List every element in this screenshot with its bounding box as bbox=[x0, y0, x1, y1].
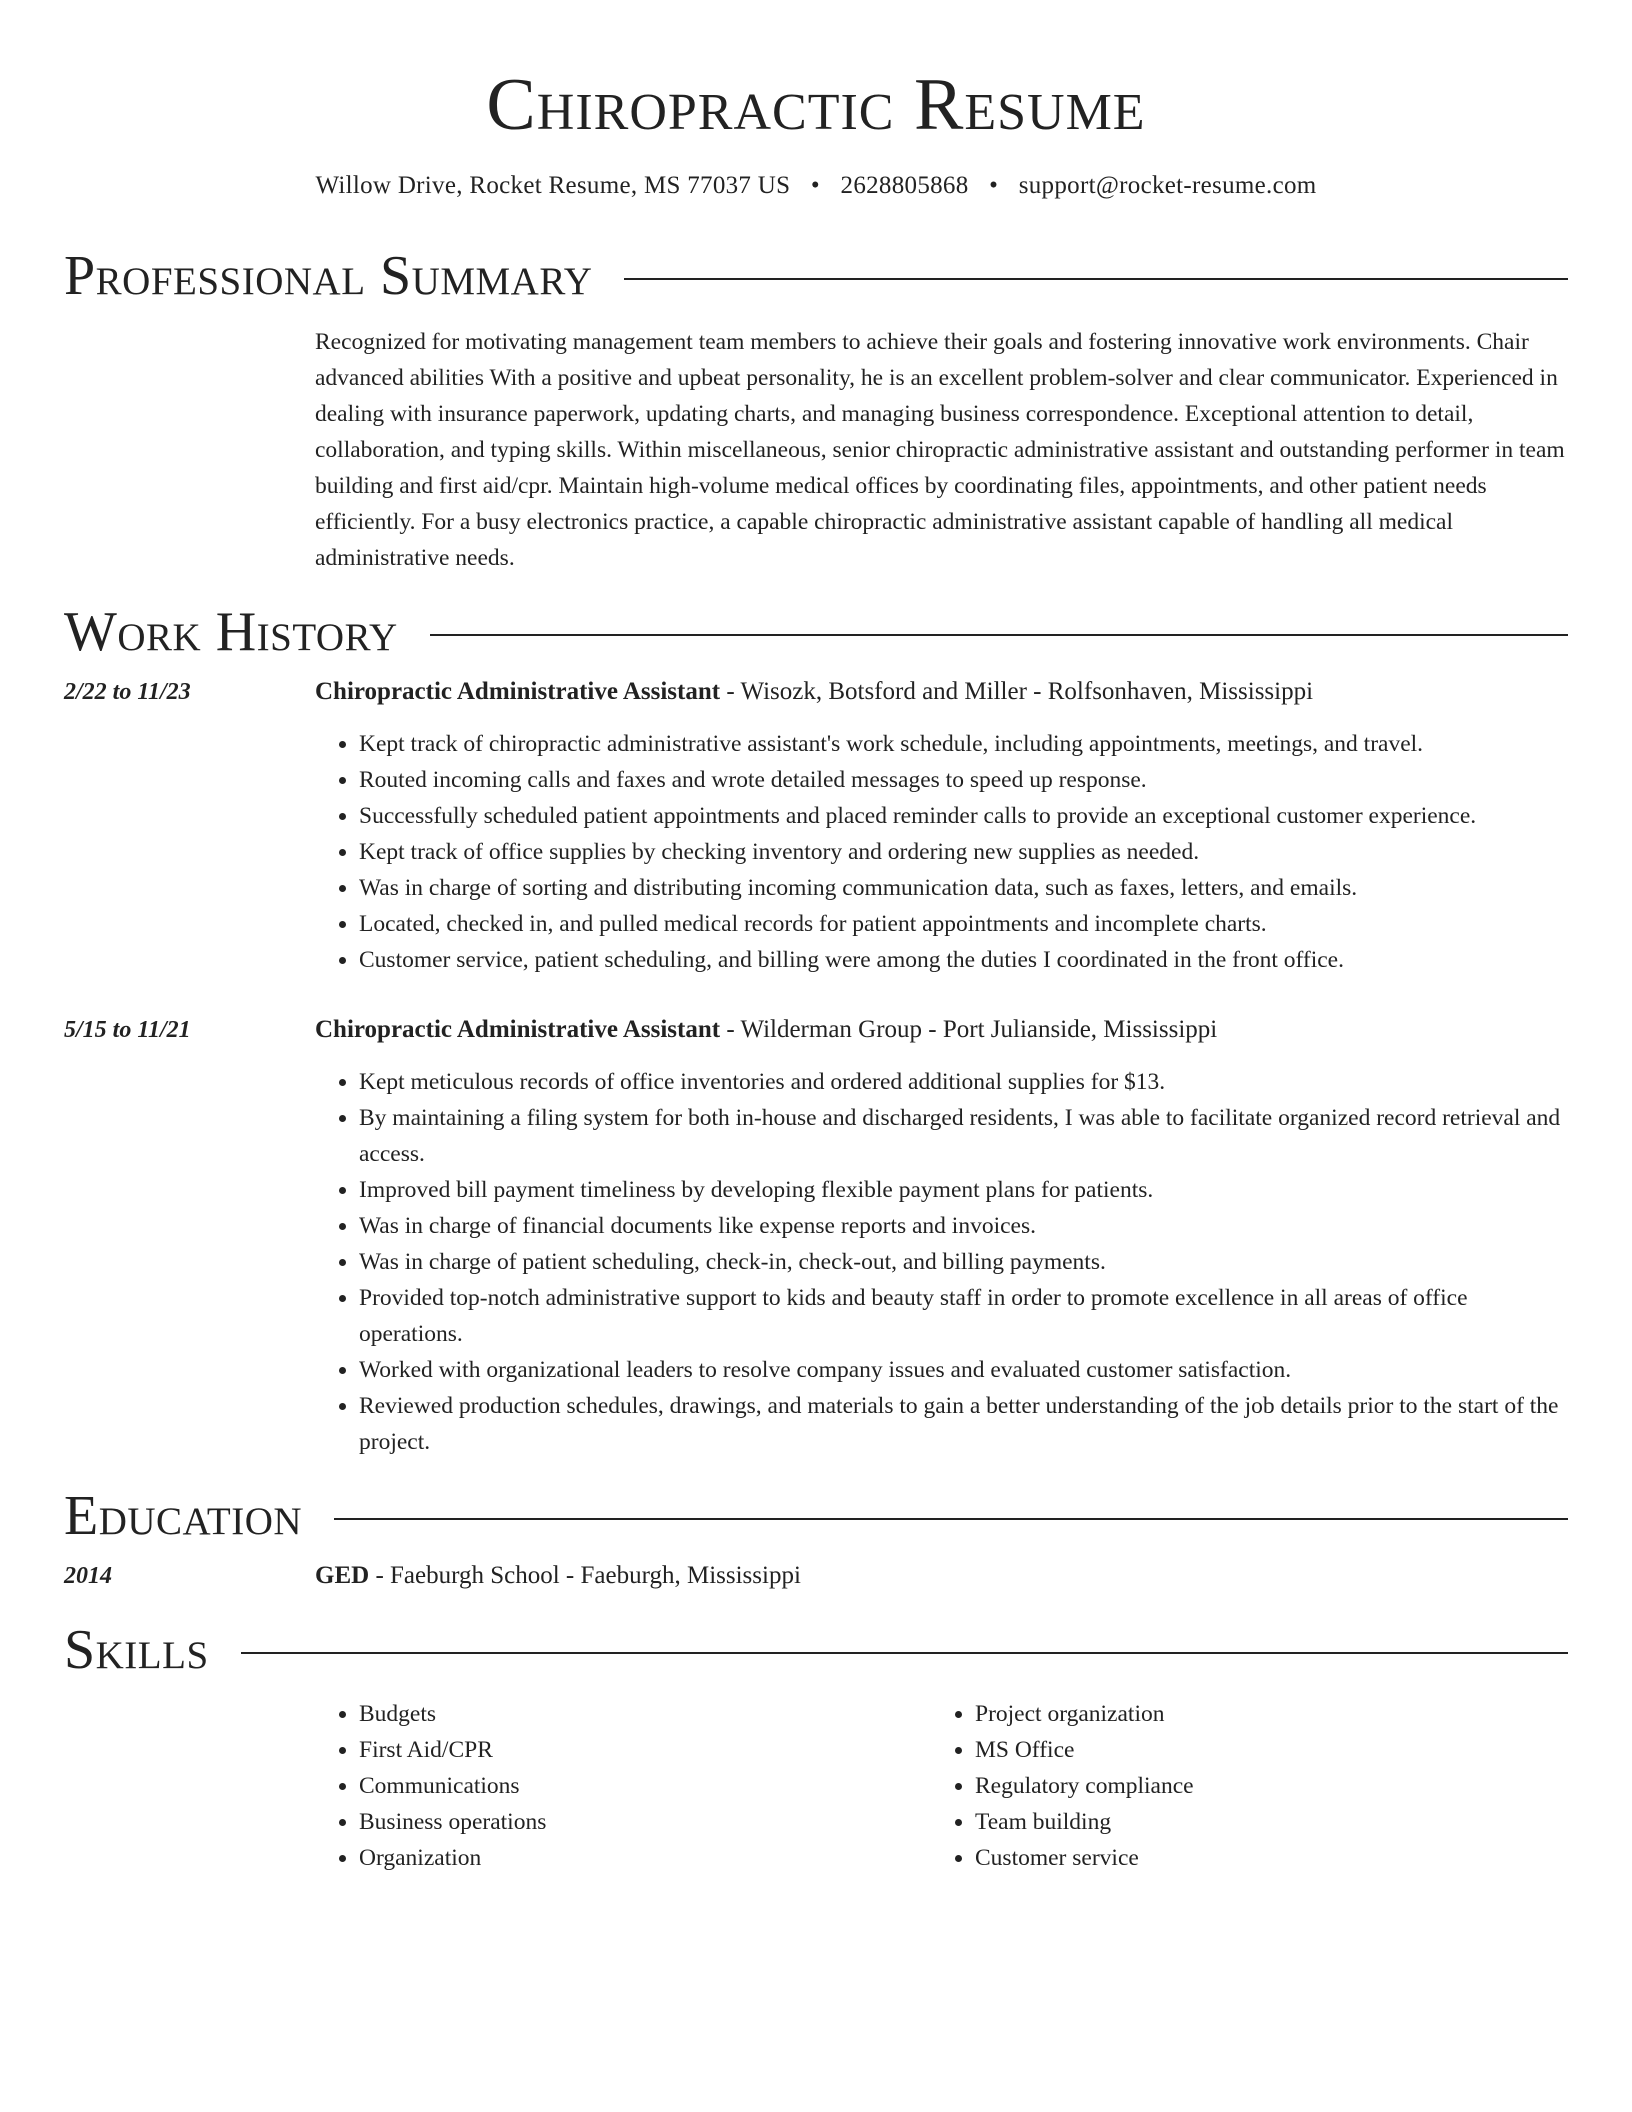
job-bullet: • Kept meticulous records of office inventories and ordered additional supplies for $13. bbox=[359, 1064, 1568, 1100]
resume-name: Chiropractic Resume bbox=[486, 64, 1146, 146]
job-bullet: • Successfully scheduled patient appointments and placed reminder calls to provide an exceptional customer experience. bbox=[359, 798, 1568, 834]
job-bullet-list bbox=[315, 726, 1568, 978]
skill-item: • Business operations bbox=[359, 1804, 931, 1840]
job-headline bbox=[315, 674, 1568, 710]
skill-item: • Project organization bbox=[975, 1696, 1547, 1732]
summary-text: Recognized for motivating management team members to achieve their goals and fostering innovative work environments. Chair advanced abilities With a positive and upbeat personality, he is an excellent problem-solver and clear communicator. Experienced in dealing with insurance paperwork, updating charts, and managing business correspondence. Exceptional attention to detail, collaboration, and typing skills. Within miscellaneous, senior chiropractic administrative assistant and outstanding performer in team building and first aid/cpr. Maintain high-volume medical offices by coordinating files, appointments, and other patient needs efficiently. For a busy electronics practice, a capable chiropractic administrative assistant capable of handling all medical administrative needs. bbox=[315, 329, 1565, 571]
contact-phone: 2628805868 bbox=[840, 172, 969, 199]
skill-item: • First Aid/CPR bbox=[359, 1732, 931, 1768]
skill-item: • Regulatory compliance bbox=[975, 1768, 1547, 1804]
skills-grid bbox=[315, 1696, 1568, 1876]
skill-item: • Customer service bbox=[975, 1840, 1547, 1876]
skill-item: • Team building bbox=[975, 1804, 1547, 1840]
education-degree: GED bbox=[315, 1562, 370, 1589]
skill-item: • Communications bbox=[359, 1768, 931, 1804]
job-bullet: • Located, checked in, and pulled medical records for patient appointments and incomplete charts. bbox=[359, 906, 1568, 942]
job-entry bbox=[64, 674, 1568, 978]
job-bullet: • Kept track of chiropractic administrative assistant's work schedule, including appointments, meetings, and travel. bbox=[359, 726, 1568, 762]
education-body bbox=[315, 1558, 1568, 1594]
section-heading bbox=[64, 1620, 1568, 1680]
education-section bbox=[64, 1486, 1568, 1594]
job-bullet: • Improved bill payment timeliness by developing flexible payment plans for patients. bbox=[359, 1172, 1568, 1208]
work-history-heading: Work History bbox=[64, 601, 398, 663]
contact-address: Willow Drive, Rocket Resume, MS 77037 US bbox=[315, 172, 791, 199]
contact-separator: • bbox=[989, 172, 999, 199]
job-bullet-list bbox=[315, 1064, 1568, 1460]
section-divider bbox=[430, 634, 1568, 636]
skill-item: • Organization bbox=[359, 1840, 931, 1876]
skill-item: • MS Office bbox=[975, 1732, 1547, 1768]
section-heading bbox=[64, 602, 1568, 662]
contact-line bbox=[64, 170, 1568, 202]
job-employer: - Wilderman Group - Port Julianside, Mississippi bbox=[720, 1016, 1218, 1043]
education-entry bbox=[64, 1558, 1568, 1594]
job-bullet: • Customer service, patient scheduling, and billing were among the duties I coordinated in the front office. bbox=[359, 942, 1568, 978]
section-heading bbox=[64, 1486, 1568, 1546]
job-bullet: • Provided top-notch administrative support to kids and beauty staff in order to promote excellence in all areas of office operations. bbox=[359, 1280, 1568, 1352]
job-dates: 5/15 to 11/21 bbox=[64, 1017, 191, 1043]
job-body bbox=[315, 1012, 1568, 1460]
work-history-section bbox=[64, 602, 1568, 1460]
job-title: Chiropractic Administrative Assistant bbox=[315, 678, 721, 705]
job-bullet: • Reviewed production schedules, drawings, and materials to gain a better understanding of the job details prior to the start of the project. bbox=[359, 1388, 1568, 1460]
contact-email: support@rocket-resume.com bbox=[1018, 172, 1317, 199]
job-entry bbox=[64, 1012, 1568, 1460]
skills-heading: Skills bbox=[64, 1619, 209, 1681]
education-year: 2014 bbox=[64, 1563, 112, 1589]
skills-list-right bbox=[931, 1696, 1547, 1876]
section-divider bbox=[241, 1652, 1568, 1654]
education-heading: Education bbox=[64, 1485, 303, 1547]
job-bullet: • Worked with organizational leaders to resolve company issues and evaluated customer satisfaction. bbox=[359, 1352, 1568, 1388]
job-bullet: • Kept track of office supplies by checking inventory and ordering new supplies as needed. bbox=[359, 834, 1568, 870]
job-body bbox=[315, 674, 1568, 978]
job-bullet: • Was in charge of patient scheduling, check-in, check-out, and billing payments. bbox=[359, 1244, 1568, 1280]
skills-section bbox=[64, 1620, 1568, 1876]
job-employer: - Wisozk, Botsford and Miller - Rolfsonhaven, Mississippi bbox=[720, 678, 1314, 705]
skill-item: • Budgets bbox=[359, 1696, 931, 1732]
job-bullet: • By maintaining a filing system for both in-house and discharged residents, I was able to facilitate organized record retrieval and access. bbox=[359, 1100, 1568, 1172]
job-bullet: • Routed incoming calls and faxes and wrote detailed messages to speed up response. bbox=[359, 762, 1568, 798]
section-divider bbox=[334, 1518, 1568, 1520]
skills-list-left bbox=[315, 1696, 931, 1876]
resume-header bbox=[64, 60, 1568, 202]
job-bullet: • Was in charge of financial documents like expense reports and invoices. bbox=[359, 1208, 1568, 1244]
job-title: Chiropractic Administrative Assistant bbox=[315, 1016, 721, 1043]
section-divider bbox=[624, 278, 1568, 280]
job-bullet: • Was in charge of sorting and distributing incoming communication data, such as faxes, letters, and emails. bbox=[359, 870, 1568, 906]
summary-heading: Professional Summary bbox=[64, 245, 593, 307]
summary-section bbox=[64, 246, 1568, 576]
education-headline bbox=[315, 1558, 1568, 1594]
contact-separator: • bbox=[810, 172, 820, 199]
section-heading bbox=[64, 246, 1568, 306]
job-dates: 2/22 to 11/23 bbox=[64, 679, 191, 705]
education-school: - Faeburgh School - Faeburgh, Mississippi bbox=[369, 1562, 801, 1589]
job-headline bbox=[315, 1012, 1568, 1048]
